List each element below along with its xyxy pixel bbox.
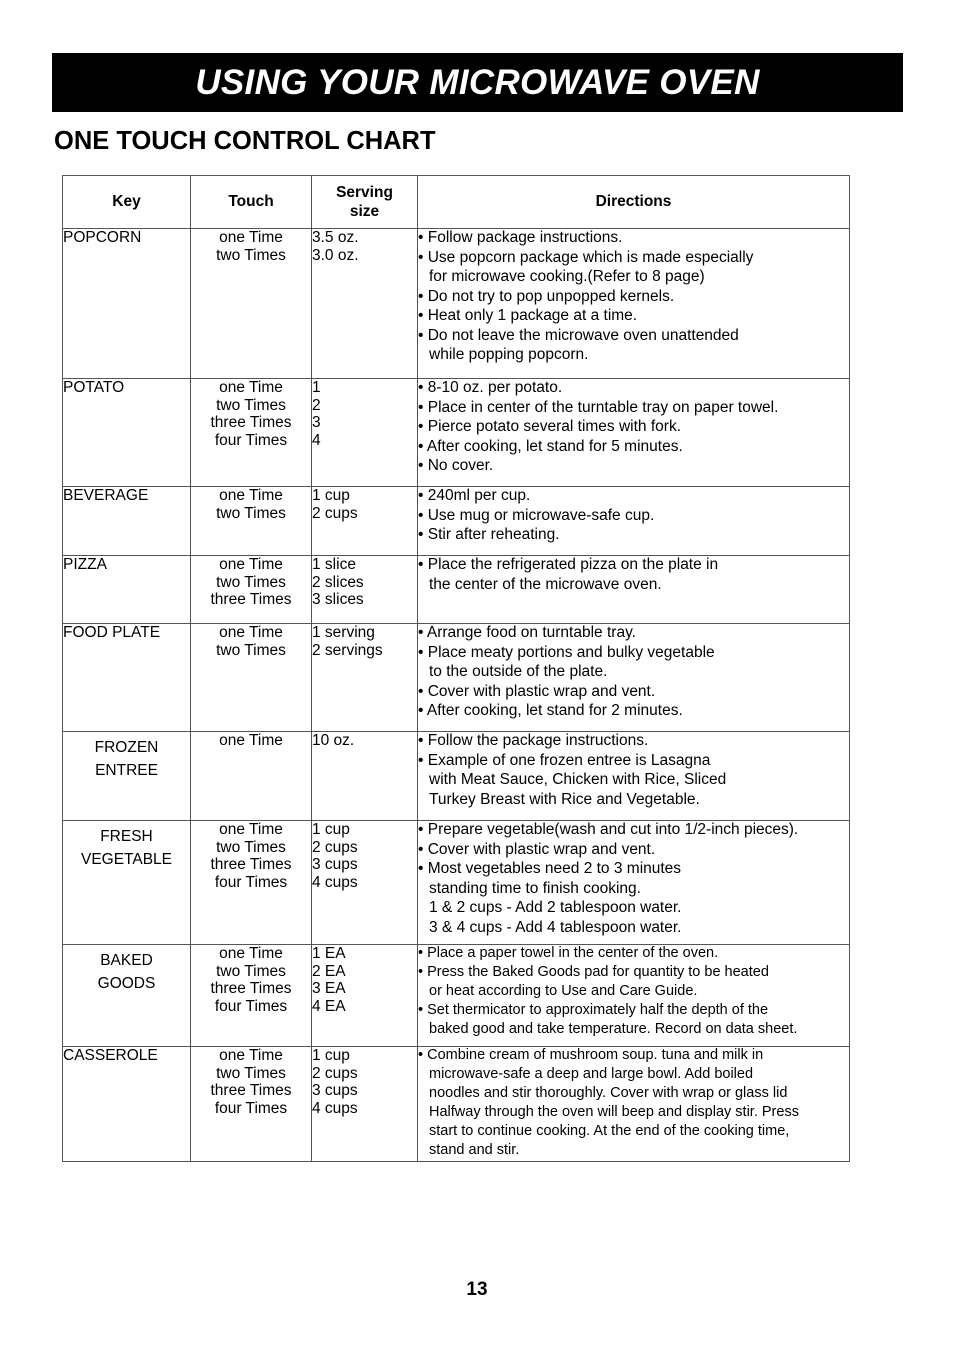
serving-size-cell-line: 2 cups xyxy=(312,1064,358,1082)
serving-size-cell-line: 3 xyxy=(312,414,321,431)
directions-cell-line: start to continue cooking. At the end of the cooking time, xyxy=(429,1123,790,1139)
key-cell-line: PIZZA xyxy=(63,556,107,573)
touch-cell-line: two Times xyxy=(216,396,286,414)
serving-size-cell-line: 3.0 oz. xyxy=(312,246,359,264)
touch-cell-line: one Time xyxy=(219,624,283,641)
directions-cell-line: • Place meaty portions and bulky vegetable xyxy=(418,643,715,661)
key-cell-line: ENTREE xyxy=(95,762,158,779)
touch-cell-line: three Times xyxy=(210,414,292,431)
touch-cell-line: one Time xyxy=(219,487,283,504)
touch-cell-line: one Time xyxy=(219,1047,283,1064)
serving-size-cell-line: 10 oz. xyxy=(312,732,355,749)
directions-cell-line: • Follow package instructions. xyxy=(418,229,623,246)
serving-size-cell xyxy=(312,624,418,732)
serving-size-cell-line: 1 cup xyxy=(312,821,350,838)
touch-cell-line: three Times xyxy=(210,1082,292,1099)
key-cell-line: VEGETABLE xyxy=(80,851,173,868)
key-cell-line: POTATO xyxy=(63,379,125,396)
touch-cell-line: one Time xyxy=(219,229,283,246)
directions-cell-line: • Combine cream of mushroom soup. tuna and milk in xyxy=(418,1047,764,1063)
column-header-touch: Touch xyxy=(191,176,312,229)
serving-size-cell-line: 3 cups xyxy=(312,1082,358,1099)
serving-size-cell-line: 4 cups xyxy=(312,1099,358,1117)
directions-cell-line: • Cover with plastic wrap and vent. xyxy=(418,682,656,700)
serving-size-cell-line: 2 servings xyxy=(312,641,383,659)
table-row xyxy=(63,821,850,945)
table-row xyxy=(63,229,850,379)
key-cell-line: FOOD PLATE xyxy=(63,624,161,641)
serving-size-cell xyxy=(312,229,418,379)
directions-cell-line: • Place in center of the turntable tray on paper towel. xyxy=(418,398,779,416)
touch-cell xyxy=(191,945,312,1047)
directions-cell-line: or heat according to Use and Care Guide. xyxy=(429,983,698,999)
key-cell-line: FROZEN xyxy=(94,739,159,756)
table-row xyxy=(63,1047,850,1162)
directions-cell-line: • 8-10 oz. per potato. xyxy=(418,379,563,396)
directions-cell-line: • Heat only 1 package at a time. xyxy=(418,307,638,324)
touch-cell-line: three Times xyxy=(210,591,292,608)
touch-cell-line: one Time xyxy=(219,556,283,573)
directions-cell xyxy=(418,945,850,1047)
serving-size-cell-line: 2 cups xyxy=(312,504,358,522)
directions-cell xyxy=(418,556,850,624)
touch-cell-line: three Times xyxy=(210,856,292,873)
directions-cell xyxy=(418,487,850,556)
serving-size-cell-line: 3.5 oz. xyxy=(312,229,359,246)
key-cell-line: POPCORN xyxy=(63,229,142,246)
page-number: 13 xyxy=(466,1279,488,1300)
directions-cell-line: microwave-safe a deep and large bowl. Add boiled xyxy=(429,1066,754,1082)
directions-cell-line: for microwave cooking.(Refer to 8 page) xyxy=(429,268,705,285)
table-row xyxy=(63,945,850,1047)
directions-cell-line: • Pierce potato several times with fork. xyxy=(418,418,682,435)
directions-cell-line: • Place the refrigerated pizza on the plate in xyxy=(418,556,719,573)
directions-cell-line: with Meat Sauce, Chicken with Rice, Sliced xyxy=(429,771,727,788)
directions-cell-line: stand and stir. xyxy=(429,1142,520,1158)
table-row xyxy=(63,556,850,624)
directions-cell-line: • Use popcorn package which is made especially xyxy=(418,248,754,266)
directions-cell-line: • Use mug or microwave-safe cup. xyxy=(418,506,655,524)
serving-size-cell-line: 3 EA xyxy=(312,980,346,997)
directions-cell-line: • Arrange food on turntable tray. xyxy=(418,624,636,641)
touch-cell-line: four Times xyxy=(214,873,288,891)
key-cell-line: CASSEROLE xyxy=(63,1047,158,1064)
key-cell xyxy=(63,624,191,732)
touch-cell-line: two Times xyxy=(216,573,286,591)
section-title: ONE TOUCH CONTROL CHART xyxy=(54,127,436,155)
table-row xyxy=(63,487,850,556)
table-row xyxy=(63,624,850,732)
serving-size-cell-line: 1 slice xyxy=(312,556,356,573)
key-cell xyxy=(63,229,191,379)
key-cell xyxy=(63,945,191,1047)
touch-cell-line: one Time xyxy=(219,732,283,749)
serving-size-cell-line: 2 EA xyxy=(312,962,346,980)
directions-cell-line: • Place a paper towel in the center of the oven. xyxy=(418,945,719,961)
touch-cell-line: four Times xyxy=(214,431,288,449)
directions-cell-line: Turkey Breast with Rice and Vegetable. xyxy=(429,790,700,808)
directions-cell-line: the center of the microwave oven. xyxy=(429,575,662,593)
directions-cell xyxy=(418,732,850,821)
serving-size-cell-line: 4 EA xyxy=(312,997,346,1015)
directions-cell xyxy=(418,1047,850,1162)
directions-cell-line: • Set thermicator to approximately half the depth of the xyxy=(418,1002,769,1018)
touch-cell-line: two Times xyxy=(216,641,286,659)
key-cell xyxy=(63,487,191,556)
key-cell xyxy=(63,556,191,624)
column-header-key: Key xyxy=(63,176,191,229)
directions-cell-line: 1 & 2 cups - Add 2 tablespoon water. xyxy=(429,899,682,916)
touch-cell-line: three Times xyxy=(210,980,292,997)
serving-size-cell-line: 4 xyxy=(312,431,321,449)
serving-size-cell-line: 2 cups xyxy=(312,838,358,856)
directions-cell-line: • Cover with plastic wrap and vent. xyxy=(418,840,656,858)
serving-size-cell-line: 1 EA xyxy=(312,945,346,962)
directions-cell-line: • No cover. xyxy=(418,457,494,474)
key-cell xyxy=(63,1047,191,1162)
key-cell-line: BEVERAGE xyxy=(63,487,149,504)
directions-cell-line: • 240ml per cup. xyxy=(418,487,531,504)
one-touch-control-chart xyxy=(62,175,850,1162)
directions-cell-line: • Follow the package instructions. xyxy=(418,732,649,749)
table-row xyxy=(63,379,850,487)
serving-size-cell xyxy=(312,945,418,1047)
directions-cell xyxy=(418,379,850,487)
serving-size-cell xyxy=(312,487,418,556)
directions-cell-line: • Stir after reheating. xyxy=(418,526,560,543)
serving-size-cell xyxy=(312,732,418,821)
directions-cell-line: • Example of one frozen entree is Lasagna xyxy=(418,751,711,769)
key-cell xyxy=(63,821,191,945)
touch-cell-line: four Times xyxy=(214,997,288,1015)
serving-size-cell-line: 3 cups xyxy=(312,856,358,873)
serving-size-cell-line: 1 cup xyxy=(312,487,350,504)
key-cell xyxy=(63,732,191,821)
directions-cell xyxy=(418,229,850,379)
directions-cell-line: • Most vegetables need 2 to 3 minutes xyxy=(418,860,682,877)
key-cell-line: GOODS xyxy=(97,975,156,992)
touch-cell xyxy=(191,821,312,945)
serving-size-cell-line: 1 xyxy=(312,379,321,396)
touch-cell-line: two Times xyxy=(216,504,286,522)
directions-cell-line: • After cooking, let stand for 5 minutes. xyxy=(418,437,683,455)
column-header-serving-size: Serving size xyxy=(312,176,418,229)
directions-cell-line: • Do not leave the microwave oven unattended xyxy=(418,326,739,344)
serving-size-cell-line: 4 cups xyxy=(312,873,358,891)
directions-cell-line: baked good and take temperature. Record on data sheet. xyxy=(429,1021,798,1037)
directions-cell-line: • Prepare vegetable(wash and cut into 1/2-inch pieces). xyxy=(418,821,799,838)
key-cell-line: BAKED xyxy=(100,952,153,969)
directions-cell-line: while popping popcorn. xyxy=(429,346,589,363)
serving-size-cell xyxy=(312,821,418,945)
directions-cell-line: • Press the Baked Goods pad for quantity to be heated xyxy=(418,964,769,980)
serving-size-cell-line: 2 xyxy=(312,396,321,414)
key-cell-line: FRESH xyxy=(100,828,153,845)
page-banner-title: USING YOUR MICROWAVE OVEN xyxy=(52,53,903,112)
touch-cell xyxy=(191,379,312,487)
directions-cell xyxy=(418,624,850,732)
touch-cell xyxy=(191,732,312,821)
touch-cell xyxy=(191,487,312,556)
touch-cell-line: two Times xyxy=(216,246,286,264)
column-header-directions: Directions xyxy=(418,176,850,229)
touch-cell-line: one Time xyxy=(219,945,283,962)
serving-size-cell-line: 2 slices xyxy=(312,573,364,591)
serving-size-cell-line: 3 slices xyxy=(312,591,364,608)
touch-cell xyxy=(191,624,312,732)
directions-cell-line: standing time to finish cooking. xyxy=(429,879,641,897)
table-row xyxy=(63,732,850,821)
serving-size-cell xyxy=(312,379,418,487)
directions-cell-line: to the outside of the plate. xyxy=(429,663,608,680)
touch-cell xyxy=(191,556,312,624)
serving-size-cell xyxy=(312,556,418,624)
serving-size-cell xyxy=(312,1047,418,1162)
key-cell xyxy=(63,379,191,487)
directions-cell-line: • After cooking, let stand for 2 minutes. xyxy=(418,702,683,719)
directions-cell xyxy=(418,821,850,945)
touch-cell xyxy=(191,1047,312,1162)
serving-size-cell-line: 1 serving xyxy=(312,624,375,641)
touch-cell-line: one Time xyxy=(219,821,283,838)
directions-cell-line: noodles and stir thoroughly. Cover with wrap or glass lid xyxy=(429,1085,788,1101)
touch-cell-line: four Times xyxy=(214,1099,288,1117)
touch-cell xyxy=(191,229,312,379)
directions-cell-line: Halfway through the oven will beep and display stir. Press xyxy=(429,1104,799,1120)
directions-cell-line: 3 & 4 cups - Add 4 tablespoon water. xyxy=(429,918,682,936)
touch-cell-line: one Time xyxy=(219,379,283,396)
touch-cell-line: two Times xyxy=(216,1064,286,1082)
table-header-row xyxy=(63,176,850,229)
touch-cell-line: two Times xyxy=(216,838,286,856)
touch-cell-line: two Times xyxy=(216,962,286,980)
directions-cell-line: • Do not try to pop unpopped kernels. xyxy=(418,287,675,305)
serving-size-cell-line: 1 cup xyxy=(312,1047,350,1064)
